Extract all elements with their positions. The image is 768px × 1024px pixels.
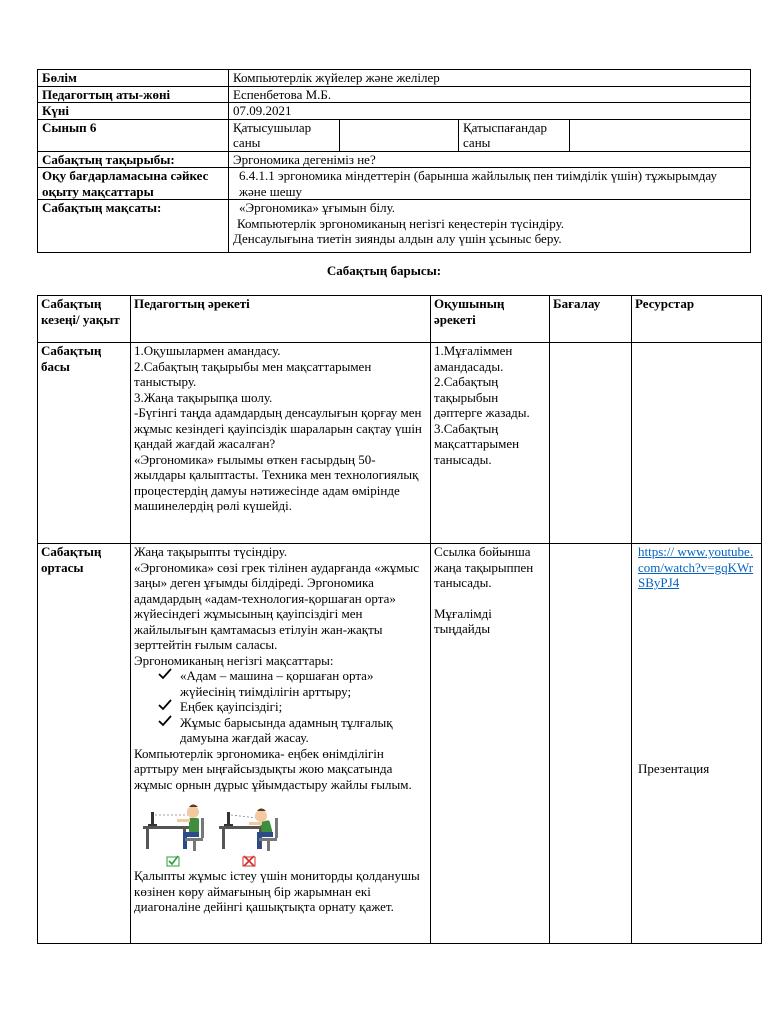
checklist-item: [158, 699, 427, 715]
presentation-resource: Презентация: [638, 760, 710, 776]
teacher-step: -Бүгінгі таңда адамдардың денсаулығын қорғау мен жұмыс кезіндегі қауіпсіздік шараларын сақтау үшін қандай жағдай жасалған?: [134, 405, 422, 451]
teacher-step: 2.Сабақтың тақырыбы мен мақсаттарымен таныстыру.: [134, 358, 372, 389]
teacher-text: Қалыпты жұмыс істеу үшін мониторды қолданушы көзінен көру аймағының бір жарымнан екі диагоналіне дейінгі қашықтықта орнату қажет.: [134, 868, 420, 914]
lesson-goals-label: Сабақтың мақсаты:: [38, 200, 229, 253]
student-text: Мұғалімді тыңдайды: [434, 605, 492, 636]
date-value: 07.09.2021: [229, 103, 751, 120]
program-objectives-label: Оқу бағдарламасына сәйкес оқыту мақсаттары: [38, 168, 229, 200]
checklist-text: «Адам – машина – қоршаған орта» жүйесінің тиімділігін арттыру;: [180, 668, 374, 699]
student-text: Ссылка бойынша жаңа тақырыппен танысады.: [434, 544, 534, 590]
topic-label: Сабақтың тақырыбы:: [38, 151, 229, 168]
teacher-text: Жаңа тақырыпты түсіндіру.: [134, 544, 288, 559]
posture-illustration-icon: [137, 796, 282, 868]
teacher-text: «Эргономика» сөзі грек тілінен аударғанда «жұмыс заңы» деген ұғымды білдіреді. Эргономика адамдардың «адам-технология-қоршаған орта» жүйесіндегі жұмысының қауіпсіздігі мен жайлылығын қамтамасыз етілуін жан-жақты зерттейтін ғылым саласы.: [134, 559, 419, 652]
date-label: Күні: [38, 103, 229, 120]
present-label: Қатысушылар саны: [229, 119, 340, 151]
start-assessment: [550, 343, 632, 544]
stage-middle: Сабақтың ортасы: [38, 544, 131, 944]
section-label: Бөлім: [38, 70, 229, 87]
topic-value: Эргономика дегеніміз не?: [229, 151, 751, 168]
course-heading: Сабақтың барысы:: [326, 263, 442, 278]
teacher-value: Еспенбетова М.Б.: [229, 86, 751, 103]
goals-checklist: [134, 668, 427, 746]
header-teacher-actions: Педагогтың әрекеті: [131, 296, 431, 343]
program-objectives-value: 6.4.1.1 эргономика міндеттерін (барынша жайлылық пен тиімділік үшін) тұжырымдау және шешу: [229, 168, 751, 200]
absent-value: [570, 119, 751, 151]
start-teacher-actions: [131, 343, 431, 544]
teacher-step: 1.Оқушылармен амандасу.: [134, 343, 281, 358]
teacher-text: Компьютерлік эргономика- еңбек өнімділігін арттыру мен ыңғайсыздықты жою мақсатында жұмыс орнын дұрыс ұйымдастыру жайлы ғылым.: [134, 745, 412, 792]
teacher-step: «Эргономика» ғылымы өткен ғасырдың 50-жылдары қалыптасты. Техника мен технологиялық процестердің дамуы нәтижесінде адам өмірінде машинелердің рөлі күшейді.: [134, 451, 419, 513]
header-stage: Сабақтың кезеңі/ уақыт: [38, 296, 131, 343]
section-value: Компьютерлік жүйелер және желілер: [229, 70, 751, 87]
check-icon: [158, 699, 172, 715]
class-label: Сынып 6: [38, 119, 229, 151]
student-step: 2.Сабақтың тақырыбын дәптерге жазады.: [434, 374, 530, 420]
teacher-step: 3.Жаңа тақырыпқа шолу.: [134, 389, 273, 405]
checklist-item: [158, 668, 427, 699]
middle-teacher-actions: [131, 544, 431, 944]
check-icon: [158, 715, 172, 731]
stage-start: Сабақтың басы: [38, 343, 131, 544]
lesson-goals-list: [229, 200, 751, 253]
teacher-label: Педагогтың аты-жөні: [38, 86, 229, 103]
lesson-info-table: [37, 69, 751, 253]
header-assessment: Бағалау: [550, 296, 632, 343]
start-student-actions: [431, 343, 550, 544]
header-student-actions: Оқушының әрекеті: [431, 296, 550, 343]
student-step: 3.Сабақтың мақсаттарымен танысады.: [434, 420, 520, 467]
check-icon: [158, 668, 172, 684]
checklist-text: Жұмыс барысында адамның тұлғалық дамуына жағдай жасау.: [180, 714, 393, 745]
middle-assessment: [550, 544, 632, 944]
header-resources: Ресурстар: [632, 296, 762, 343]
goal-item: Денсаулығына тиетін зиянды алдын алу үшін ұсыныс беру.: [233, 231, 562, 246]
student-step: 1.Мұғаліммен амандасады.: [434, 343, 513, 374]
start-resources: [632, 343, 762, 544]
youtube-link[interactable]: https:// www.youtube.com/watch?v=gqKWrSByPJ4: [638, 544, 754, 590]
middle-student-actions: [431, 544, 550, 944]
present-value: [340, 119, 459, 151]
middle-resources: [632, 544, 762, 944]
teacher-text: Эргономиканың негізгі мақсаттары:: [134, 652, 334, 668]
checklist-text: Еңбек қауіпсіздігі;: [180, 699, 283, 714]
goal-item: Компьютерлік эргономиканың негізгі кеңестерін түсіндіру.: [237, 215, 565, 231]
goal-item: «Эргономика» ұғымын білу.: [239, 200, 396, 215]
lesson-plan-table: [37, 295, 762, 944]
checklist-item: [158, 715, 427, 746]
absent-label: Қатыспағандар саны: [459, 119, 570, 151]
